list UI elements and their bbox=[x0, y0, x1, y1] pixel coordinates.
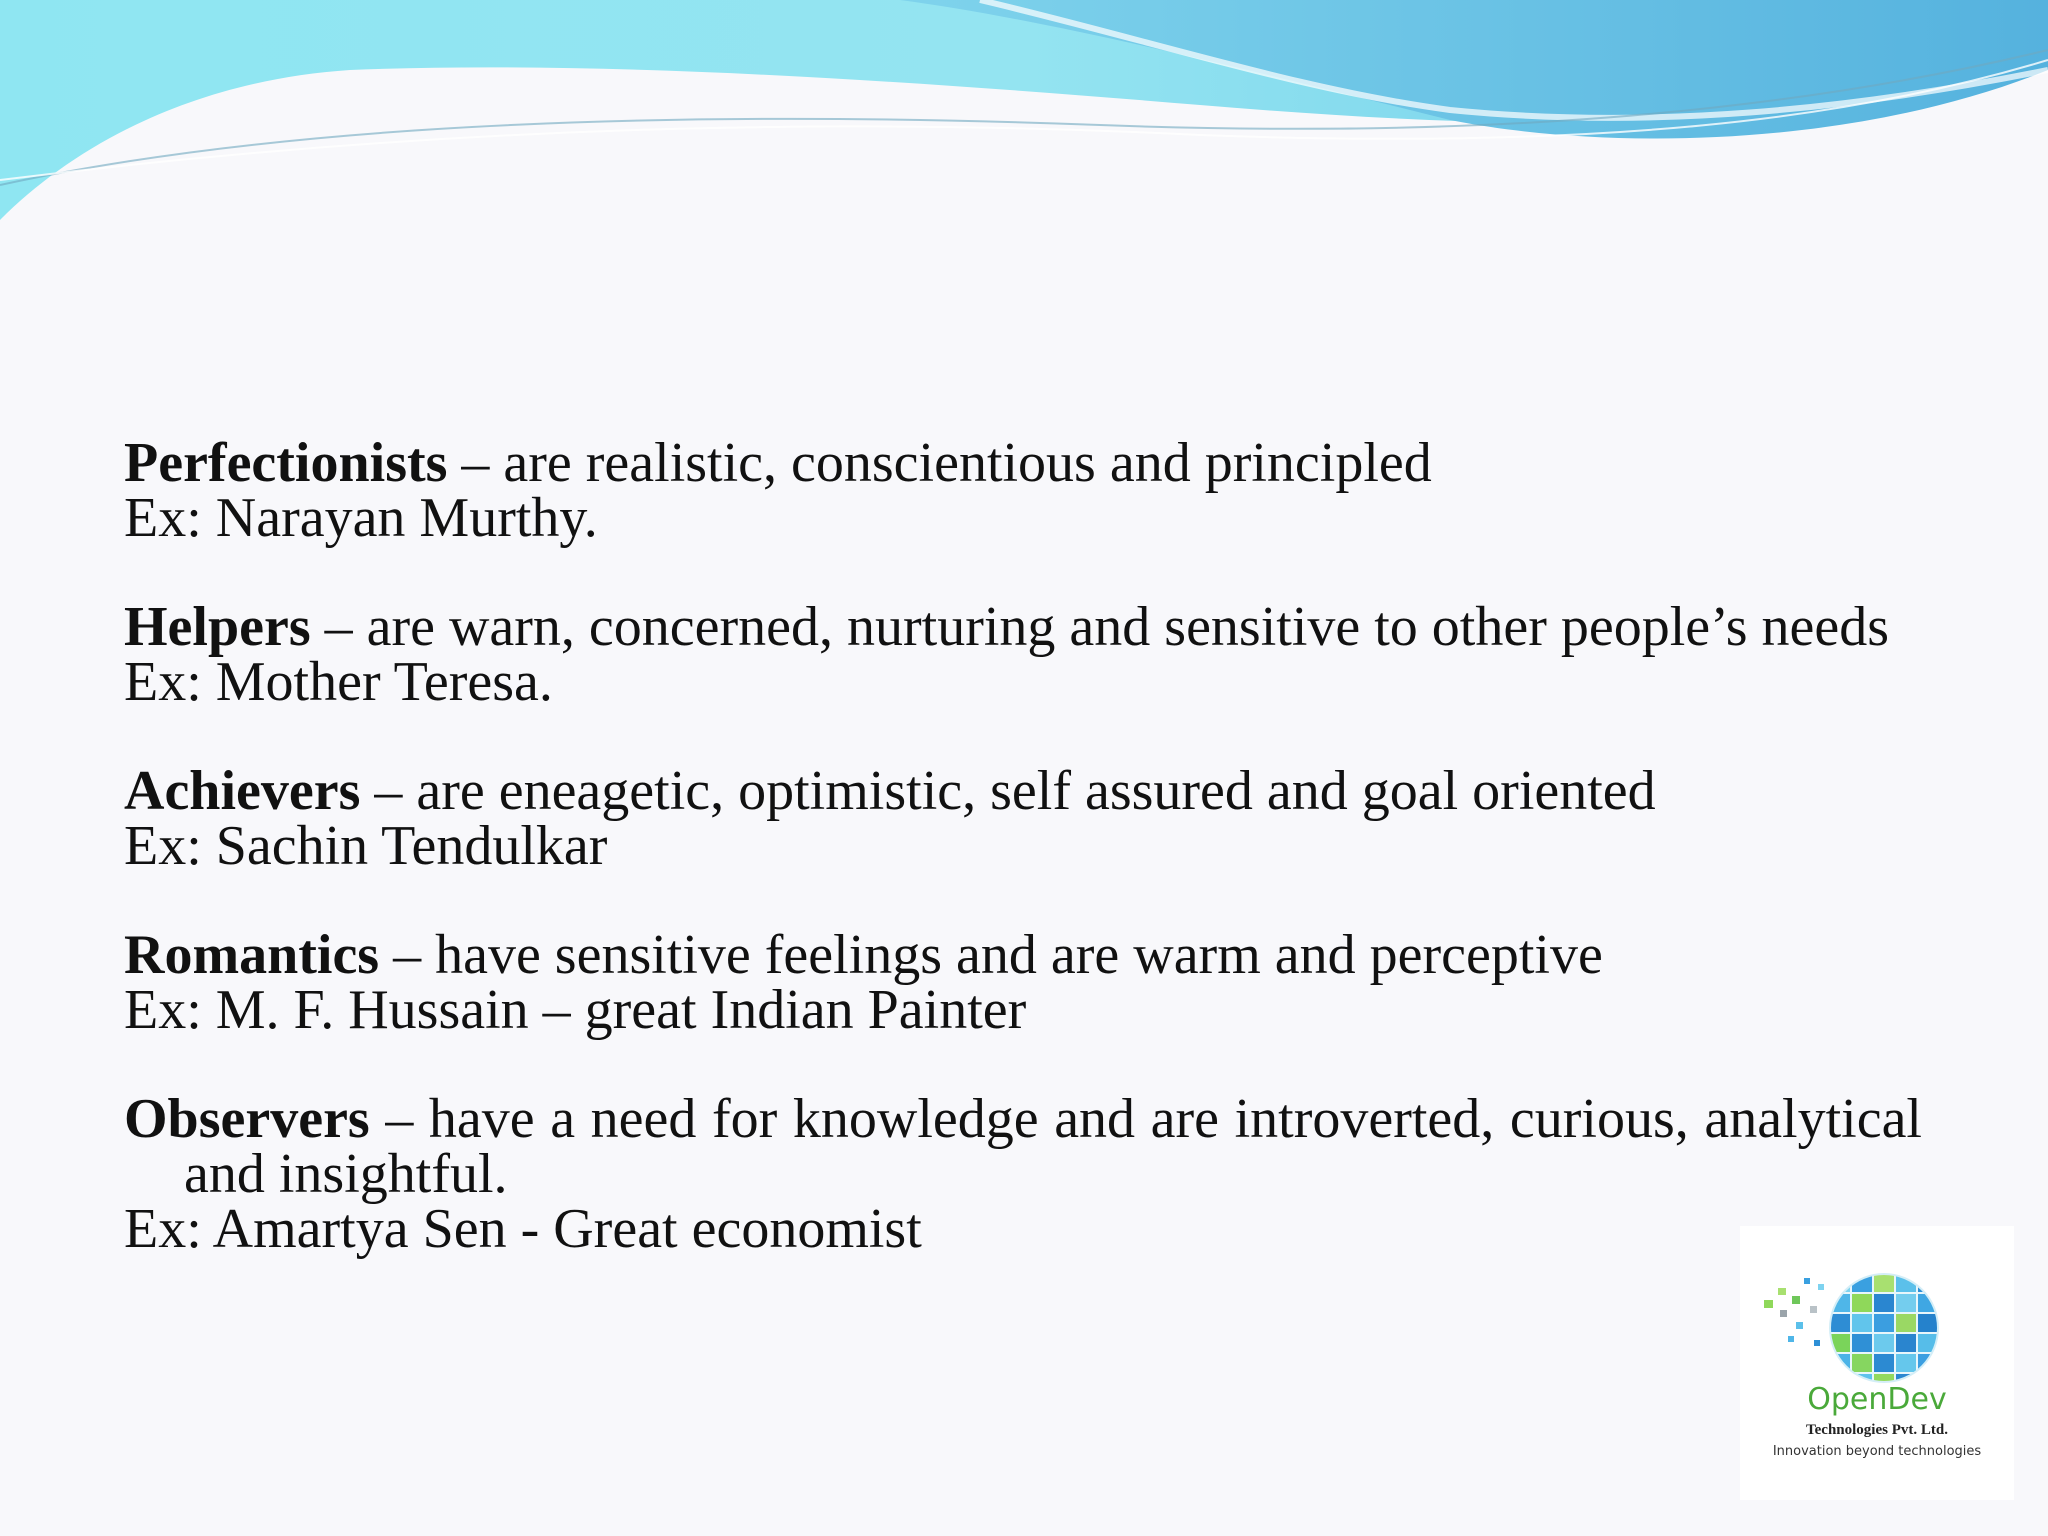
entry-term: Helpers bbox=[124, 596, 311, 658]
header-wave-decoration bbox=[0, 0, 2048, 240]
company-logo bbox=[1740, 1226, 2014, 1500]
entry-example: Ex: Amartya Sen - Great economist bbox=[124, 1198, 922, 1260]
entry-helpers bbox=[124, 596, 1922, 713]
entry-description: – are realistic, conscientious and principled bbox=[447, 432, 1432, 494]
entry-term: Observers bbox=[124, 1088, 370, 1150]
entry-term: Perfectionists bbox=[124, 432, 448, 494]
entry-perfectionists bbox=[124, 432, 1922, 549]
entry-romantics bbox=[124, 924, 1922, 1041]
logo-subtitle: Technologies Pvt. Ltd. bbox=[1806, 1422, 1948, 1438]
entry-example: Ex: M. F. Hussain – great Indian Painter bbox=[124, 979, 1027, 1041]
entry-example: Ex: Mother Teresa. bbox=[124, 651, 553, 713]
content-area bbox=[124, 432, 1922, 1260]
entry-description: – are eneagetic, optimistic, self assured and goal oriented bbox=[360, 760, 1656, 822]
logo-name: OpenDev bbox=[1807, 1382, 1947, 1417]
entry-achievers bbox=[124, 760, 1922, 877]
logo-tagline: Innovation beyond technologies bbox=[1772, 1444, 1982, 1459]
entry-description: – have a need for knowledge and are introverted, curious, analytical and insightful. bbox=[184, 1088, 1922, 1205]
entry-example: Ex: Narayan Murthy. bbox=[124, 487, 598, 549]
entry-term: Romantics bbox=[124, 924, 380, 986]
entry-description: – are warn, concerned, nurturing and sensitive to other people’s needs bbox=[310, 596, 1889, 658]
entry-term: Achievers bbox=[124, 760, 361, 822]
entry-observers bbox=[124, 1088, 1922, 1260]
entry-example: Ex: Sachin Tendulkar bbox=[124, 815, 608, 877]
entry-description: – have sensitive feelings and are warm and perceptive bbox=[379, 924, 1603, 986]
